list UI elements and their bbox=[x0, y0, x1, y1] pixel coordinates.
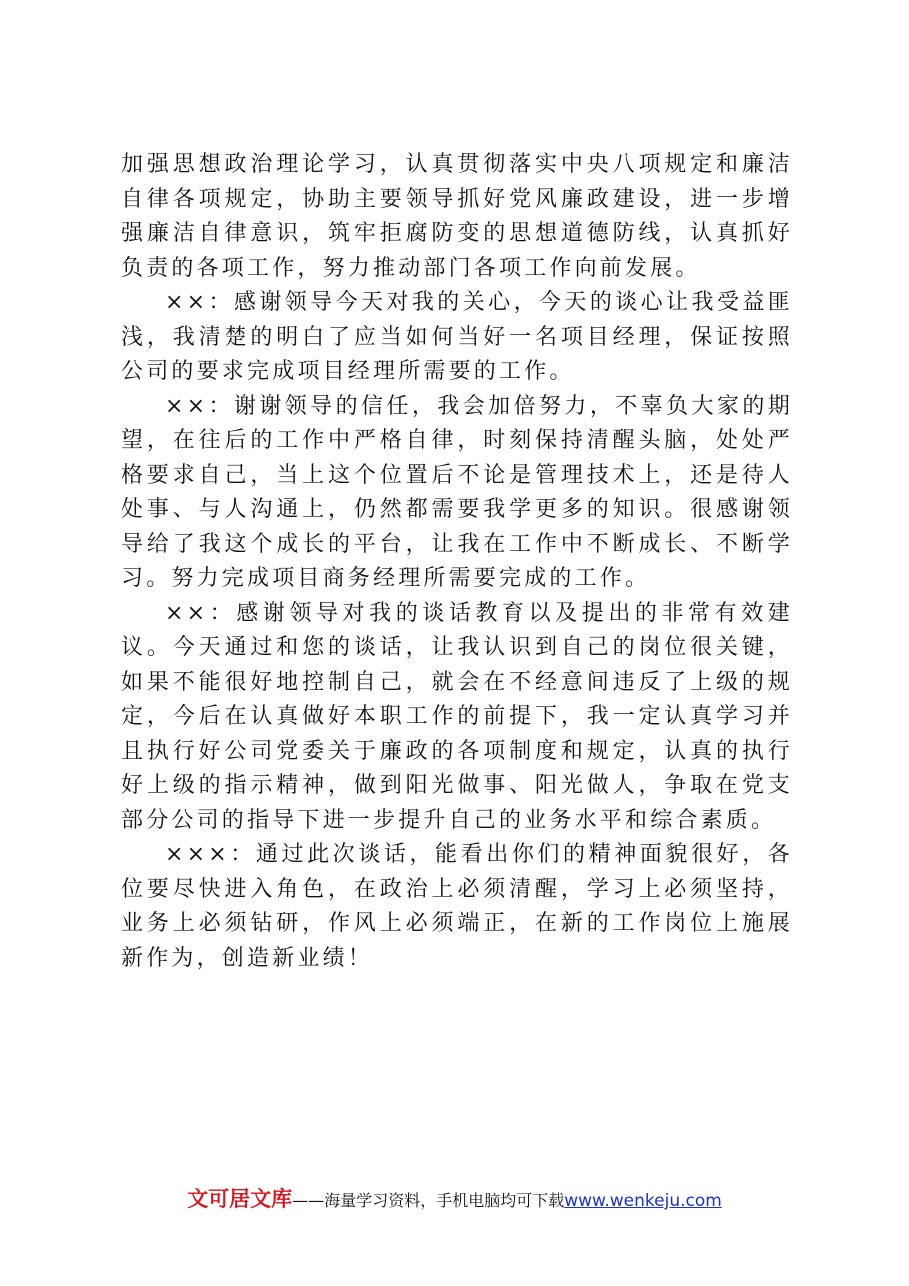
footer-tagline: ——海量学习资料，手机电脑均可下载 bbox=[292, 1191, 565, 1210]
footer-site-link[interactable]: www.wenkeju.com bbox=[564, 1191, 722, 1211]
paragraph-4: ××：感谢领导对我的谈话教育以及提出的非常有效建议。今天通过和您的谈话，让我认识到自己的岗位很关键，如果不能很好地控制自己，就会在不经意间违反了上级的规定，今后在认真做好本职工作的前提下，我一定认真学习并且执行好公司党委关于廉政的各项制度和规定，认真的执行好上级的指示精神，做到阳光做事、阳光做人，争取在党支部分公司的指导下进一步提升自己的业务水平和综合素质。 bbox=[121, 600, 793, 833]
paragraph-2: ××：感谢领导今天对我的关心，今天的谈心让我受益匪浅，我清楚的明白了应当如何当好一名项目经理，保证按照公司的要求完成项目经理所需要的工作。 bbox=[121, 290, 793, 384]
footer-brand: 文可居文库 bbox=[187, 1187, 293, 1211]
document-body bbox=[121, 148, 793, 976]
paragraph-1: 加强思想政治理论学习，认真贯彻落实中央八项规定和廉洁自律各项规定，协助主要领导抓好党风廉政建设，进一步增强廉洁自律意识，筑牢拒腐防变的思想道德防线，认真抓好负责的各项工作，努力推动部门各项工作向前发展。 bbox=[121, 152, 793, 281]
paragraph-5: ×××：通过此次谈话，能看出你们的精神面貌很好，各位要尽快进入角色，在政治上必须清醒，学习上必须坚持，业务上必须钻研，作风上必须端正，在新的工作岗位上施展新作为，创造新业绩！ bbox=[121, 842, 793, 971]
paragraph-3: ××：谢谢领导的信任，我会加倍努力，不辜负大家的期望，在往后的工作中严格自律，时刻保持清醒头脑，处处严格要求自己，当上这个位置后不论是管理技术上，还是待人处事、与人沟通上，仍然都需要我学更多的知识。很感谢领导给了我这个成长的平台，让我在工作中不断成长、不断学习。努力完成项目商务经理所需要完成的工作。 bbox=[121, 393, 793, 591]
footer-banner bbox=[0, 1183, 909, 1213]
